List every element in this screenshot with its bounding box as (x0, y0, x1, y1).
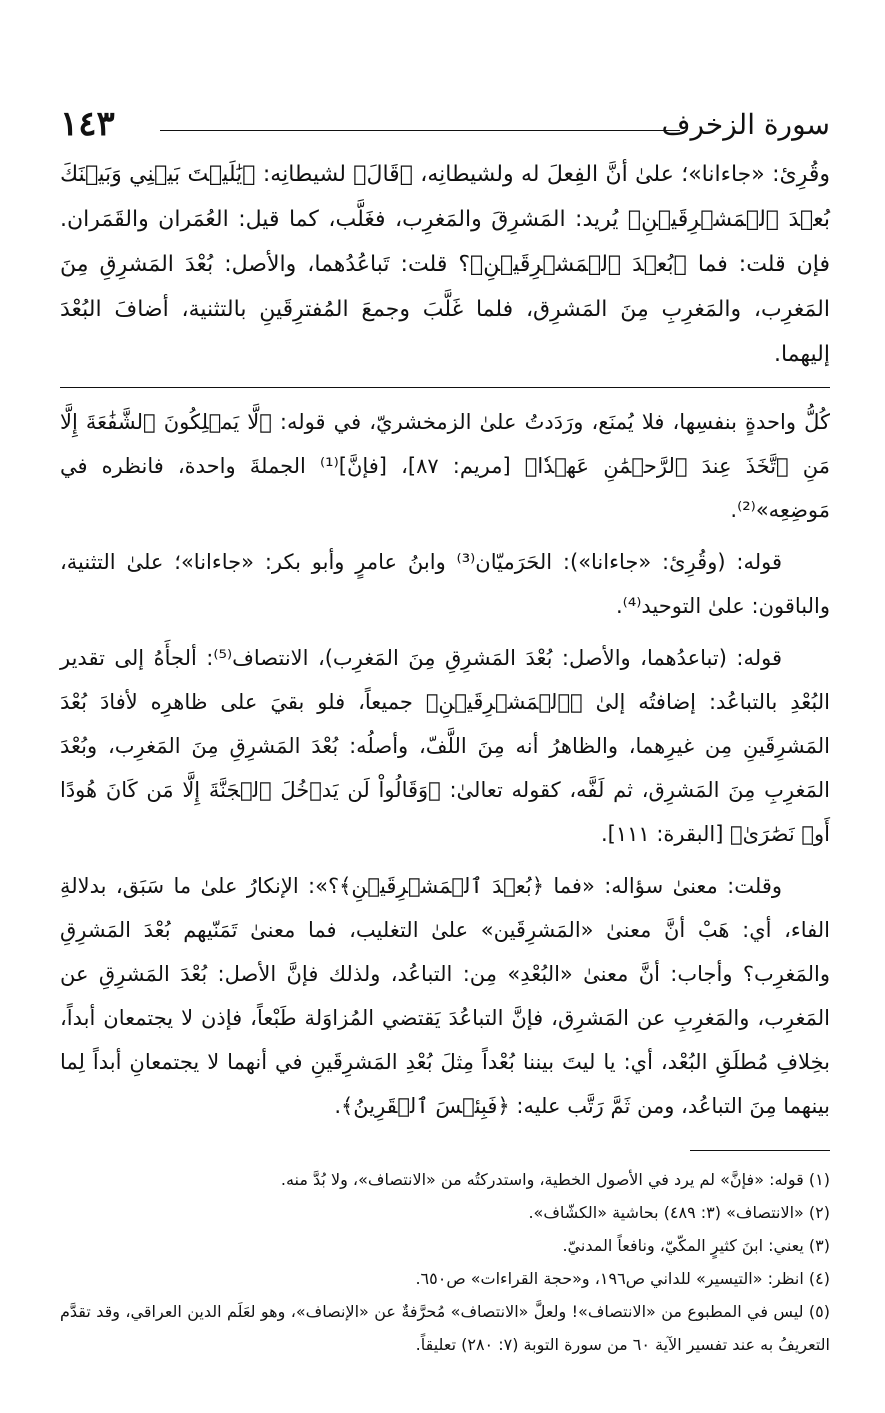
commentary-paragraph-4: وقلت: معنىٰ سؤاله: «فما ﴿بُعۡدَ ٱلۡمَشۡرِقَيۡنِ﴾؟»: الإنكارُ علىٰ ما سَبَق، بدلالةِ الفاء، أي: هَبْ أنَّ معنىٰ «المَشرِقَين» علىٰ التغليب، فما معنىٰ تَمَنّيهم بُعْدَ المَشرِقِ والمَغرِب؟ وأجاب: أنَّ معنىٰ «البُعْدِ» مِن: التباعُد، ولذلك فإنَّ الأصل: بُعْدَ المَشرِقِ عن المَغرِب، والمَغرِبِ عن المَشرِق، فإنَّ التباعُدَ يَقتضي المُزاوَلة طَبْعاً، فإذن لا يجتمعان أبداً، بخِلافِ مُطلَقِ البُعْد، أي: يا ليتَ بيننا بُعْداً مِثلَ بُعْدِ المَشرِقَينِ في أنهما لا يجتمعانِ أبداً لِما بينهما مِنَ التباعُد، ومن ثَمَّ رَتَّب عليه: ﴿فَبِئۡسَ ٱلۡقَرِينُ﴾. (60, 874, 830, 1118)
page-number: ١٤٣ (60, 104, 115, 144)
footnote-1: (١) قوله: «فإنَّ» لم يرد في الأصول الخطية، واستدركتُه من «الانتصاف»، ولا بُدَّ منه. (280, 1170, 830, 1189)
footnote-5: (٥) ليس في المطبوع من «الانتصاف»! ولعلَّ «الانتصاف» مُحرَّفةٌ عن «الإنصاف»، وهو لعَلَم الدين العراقي، وقد تقدَّم التعريفُ به عند تفسير الآية ٦٠ من سورة التوبة (٧: ٢٨٠) تعليقاً. (60, 1302, 830, 1354)
footnote-4: (٤) انظر: «التيسير» للداني ص١٩٦، و«حجة القراءات» ص٦٥٠. (415, 1269, 830, 1288)
main-paragraph: وقُرِئ: «جاءانا»؛ علىٰ أنَّ الفِعلَ له ولشيطانِه، ﴿قَالَ﴾ لشيطانِه: ﴿يَٰلَيۡتَ بَيۡنِي وَبَيۡنَكَ بُعۡدَ ٱلۡمَشۡرِقَيۡنِ﴾ يُريد: المَشرِقَ والمَغرِب، فغَلَّب، كما قيل: العُمَران والقَمَران. فإن قلت: فما ﴿بُعۡدَ ٱلۡمَشۡرِقَيۡنِ﴾؟ قلت: تَباعُدُهما، والأصل: بُعْدَ المَشرِقِ مِنَ المَغرِب، والمَغرِبِ مِنَ المَشرِق، فلما غَلَّبَ وجمعَ المُفترِقَينِ بالتثنية، أضافَ البُعْدَ إليهما. (60, 162, 830, 367)
commentary-paragraph-3: قوله: (تباعدُهما، والأصل: بُعْدَ المَشرِقِ مِنَ المَغرِب)، الانتصاف⁽⁵⁾: ألجأَهُ إلى تقدير البُعْدِ بالتباعُد: إضافتُه إلىٰ ﴿ٱلۡمَشۡرِقَيۡنِ﴾ جميعاً، فلو بقيَ على ظاهرِه لأفادَ بُعْدَ المَشرِقَينِ مِن غيرِهما، والظاهرُ أنه مِنَ اللَّفّ، وأصلُه: بُعْدَ المَشرِقِ مِنَ المَغرِب، وبُعْدَ المَغرِبِ مِنَ المَشرِق، ثم لَفَّه، كقوله تعالىٰ: ﴿وَقَالُواْ لَن يَدۡخُلَ ٱلۡجَنَّةَ إِلَّا مَن كَانَ هُودًا أَوۡ نَصَٰرَىٰ﴾ [البقرة: ١١١]. (60, 646, 830, 846)
book-page (60, 100, 830, 1361)
surah-title: سورة الزخرف (661, 108, 830, 141)
commentary-paragraph-2: قوله: (وقُرِئ: «جاءانا»): الحَرَميّان⁽³⁾ وابنُ عامرٍ وأبو بكر: «جاءانا»؛ علىٰ التثنية، والباقون: علىٰ التوحيد⁽⁴⁾. (60, 550, 830, 618)
main-text-block (60, 152, 830, 377)
footnote-2: (٢) «الانتصاف» (٣: ٤٨٩) بحاشية «الكشّاف». (528, 1203, 830, 1222)
footnotes-block (60, 1163, 830, 1361)
page-header (60, 100, 830, 148)
text-divider (60, 387, 830, 388)
commentary-paragraph-1: كُلُّ واحدةٍ بنفسِها، فلا يُمنَع، ورَدَدتُ علىٰ الزمخشريّ، في قوله: ﴿لَّا يَمۡلِكُونَ ٱلشَّفَٰعَةَ إِلَّا مَنِ ٱتَّخَذَ عِندَ ٱلرَّحۡمَٰنِ عَهۡدٗا﴾ [مريم: ٨٧]، [فإنَّ]⁽¹⁾ الجملةَ واحدة، فانظره في مَوضِعِه»⁽²⁾. (60, 410, 830, 522)
header-rule (160, 130, 680, 131)
commentary-block (60, 400, 830, 1128)
footnote-rule (690, 1150, 830, 1151)
footnote-3: (٣) يعني: ابنَ كثيرٍ المكّيّ، ونافعاً المدنيّ. (562, 1236, 830, 1255)
